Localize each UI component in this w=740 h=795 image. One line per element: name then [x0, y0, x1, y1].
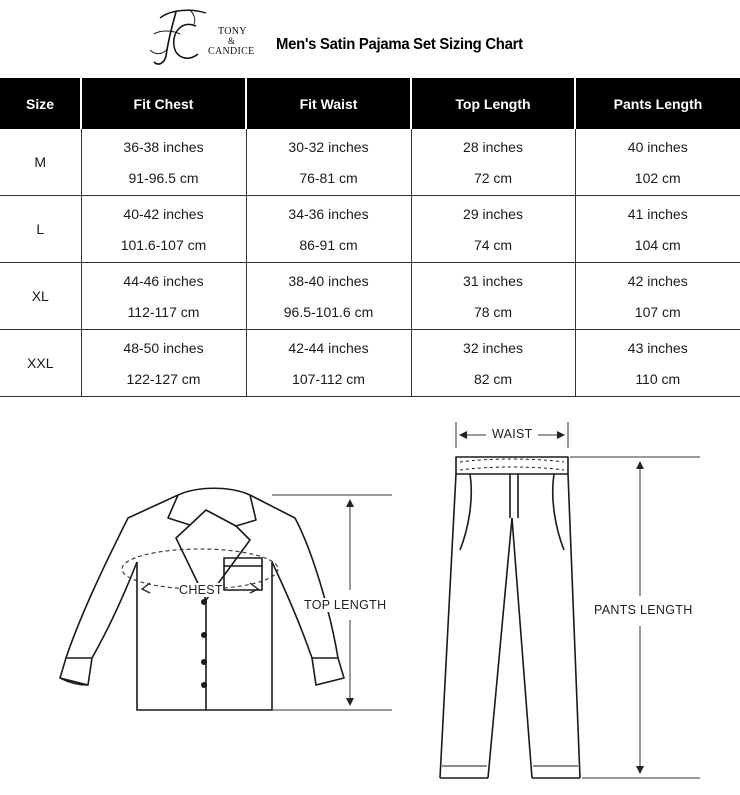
column-header-fit-waist: Fit Waist	[246, 78, 411, 129]
tc-monogram-icon	[146, 4, 216, 70]
chest-arrow-right-icon	[250, 583, 258, 593]
chest-cm: 91-96.5 cm	[128, 169, 199, 186]
top-length-inches: 28 inches	[463, 138, 523, 155]
brand-ampersand: &	[228, 36, 236, 46]
top-length-label: TOP LENGTH	[304, 598, 387, 612]
chest-inches: 44-46 inches	[123, 272, 204, 289]
page-title: Men's Satin Pajama Set Sizing Chart	[276, 36, 523, 53]
chest-cell	[81, 129, 246, 196]
pants-length-cm: 104 cm	[634, 236, 681, 253]
column-header-top-length: Top Length	[411, 78, 575, 129]
pants-length-cm: 102 cm	[634, 169, 681, 186]
table-row	[0, 330, 740, 397]
pants-length-cell	[575, 196, 740, 263]
pajama-pants-icon	[440, 457, 580, 778]
top-length-cell	[411, 263, 575, 330]
waist-cm: 76-81 cm	[299, 169, 358, 186]
pants-length-inches: 41 inches	[627, 205, 688, 222]
pants-length-dimension	[570, 457, 700, 778]
pants-length-inches: 40 inches	[627, 138, 688, 155]
top-length-cell	[411, 129, 575, 196]
pants-length-cell	[575, 263, 740, 330]
waist-cm: 96.5-101.6 cm	[283, 303, 374, 320]
waist-inches: 42-44 inches	[288, 339, 369, 356]
top-length-inches: 29 inches	[463, 205, 523, 222]
chest-cm: 112-117 cm	[127, 303, 200, 320]
top-length-cm: 72 cm	[473, 169, 513, 186]
pants-length-cell	[575, 330, 740, 397]
chest-label: CHEST	[179, 583, 223, 597]
top-length-inches: 31 inches	[463, 272, 523, 289]
waist-inches: 38-40 inches	[288, 272, 369, 289]
table-row	[0, 196, 740, 263]
size-cell: XXL	[0, 330, 81, 397]
waist-cell	[246, 263, 411, 330]
pajama-shirt-icon	[60, 488, 344, 710]
waist-cm: 107-112 cm	[292, 370, 365, 387]
top-length-cm: 78 cm	[473, 303, 513, 320]
waist-cell	[246, 196, 411, 263]
chest-cell	[81, 330, 246, 397]
chest-arrow-icon	[142, 583, 150, 593]
top-length-cm: 82 cm	[473, 370, 513, 387]
pants-length-inches: 42 inches	[627, 272, 688, 289]
chest-inches: 36-38 inches	[123, 138, 204, 155]
waist-label: WAIST	[489, 427, 536, 441]
table-row	[0, 263, 740, 330]
chest-cm: 122-127 cm	[126, 370, 201, 387]
brand-logo	[146, 4, 266, 70]
brand-name-tony: TONY	[218, 26, 247, 37]
pants-length-label: PANTS LENGTH	[594, 603, 693, 617]
chest-inches: 40-42 inches	[123, 205, 204, 222]
waist-inches: 30-32 inches	[288, 138, 369, 155]
pants-length-cm: 110 cm	[635, 370, 681, 387]
table-header-row	[0, 78, 740, 129]
brand-name-candice: CANDICE	[208, 46, 255, 57]
chest-cell	[81, 263, 246, 330]
chest-inches: 48-50 inches	[123, 339, 204, 356]
table-row	[0, 129, 740, 196]
sizing-table	[0, 78, 740, 397]
chest-cell	[81, 196, 246, 263]
column-header-size: Size	[0, 78, 81, 129]
size-cell: L	[0, 196, 81, 263]
measurement-diagram	[0, 400, 740, 795]
chest-cm: 101.6-107 cm	[120, 236, 207, 253]
column-header-pants-length: Pants Length	[575, 78, 740, 129]
pants-length-inches: 43 inches	[627, 339, 688, 356]
waist-cell	[246, 330, 411, 397]
top-length-inches: 32 inches	[463, 339, 523, 356]
pants-length-cell	[575, 129, 740, 196]
waist-cm: 86-91 cm	[299, 236, 358, 253]
top-length-cm: 74 cm	[473, 236, 513, 253]
column-header-fit-chest: Fit Chest	[81, 78, 246, 129]
waist-cell	[246, 129, 411, 196]
waist-inches: 34-36 inches	[288, 205, 369, 222]
size-cell: M	[0, 129, 81, 196]
top-length-cell	[411, 196, 575, 263]
header	[0, 0, 740, 78]
pants-length-cm: 107 cm	[634, 303, 681, 320]
top-length-cell	[411, 330, 575, 397]
size-cell: XL	[0, 263, 81, 330]
